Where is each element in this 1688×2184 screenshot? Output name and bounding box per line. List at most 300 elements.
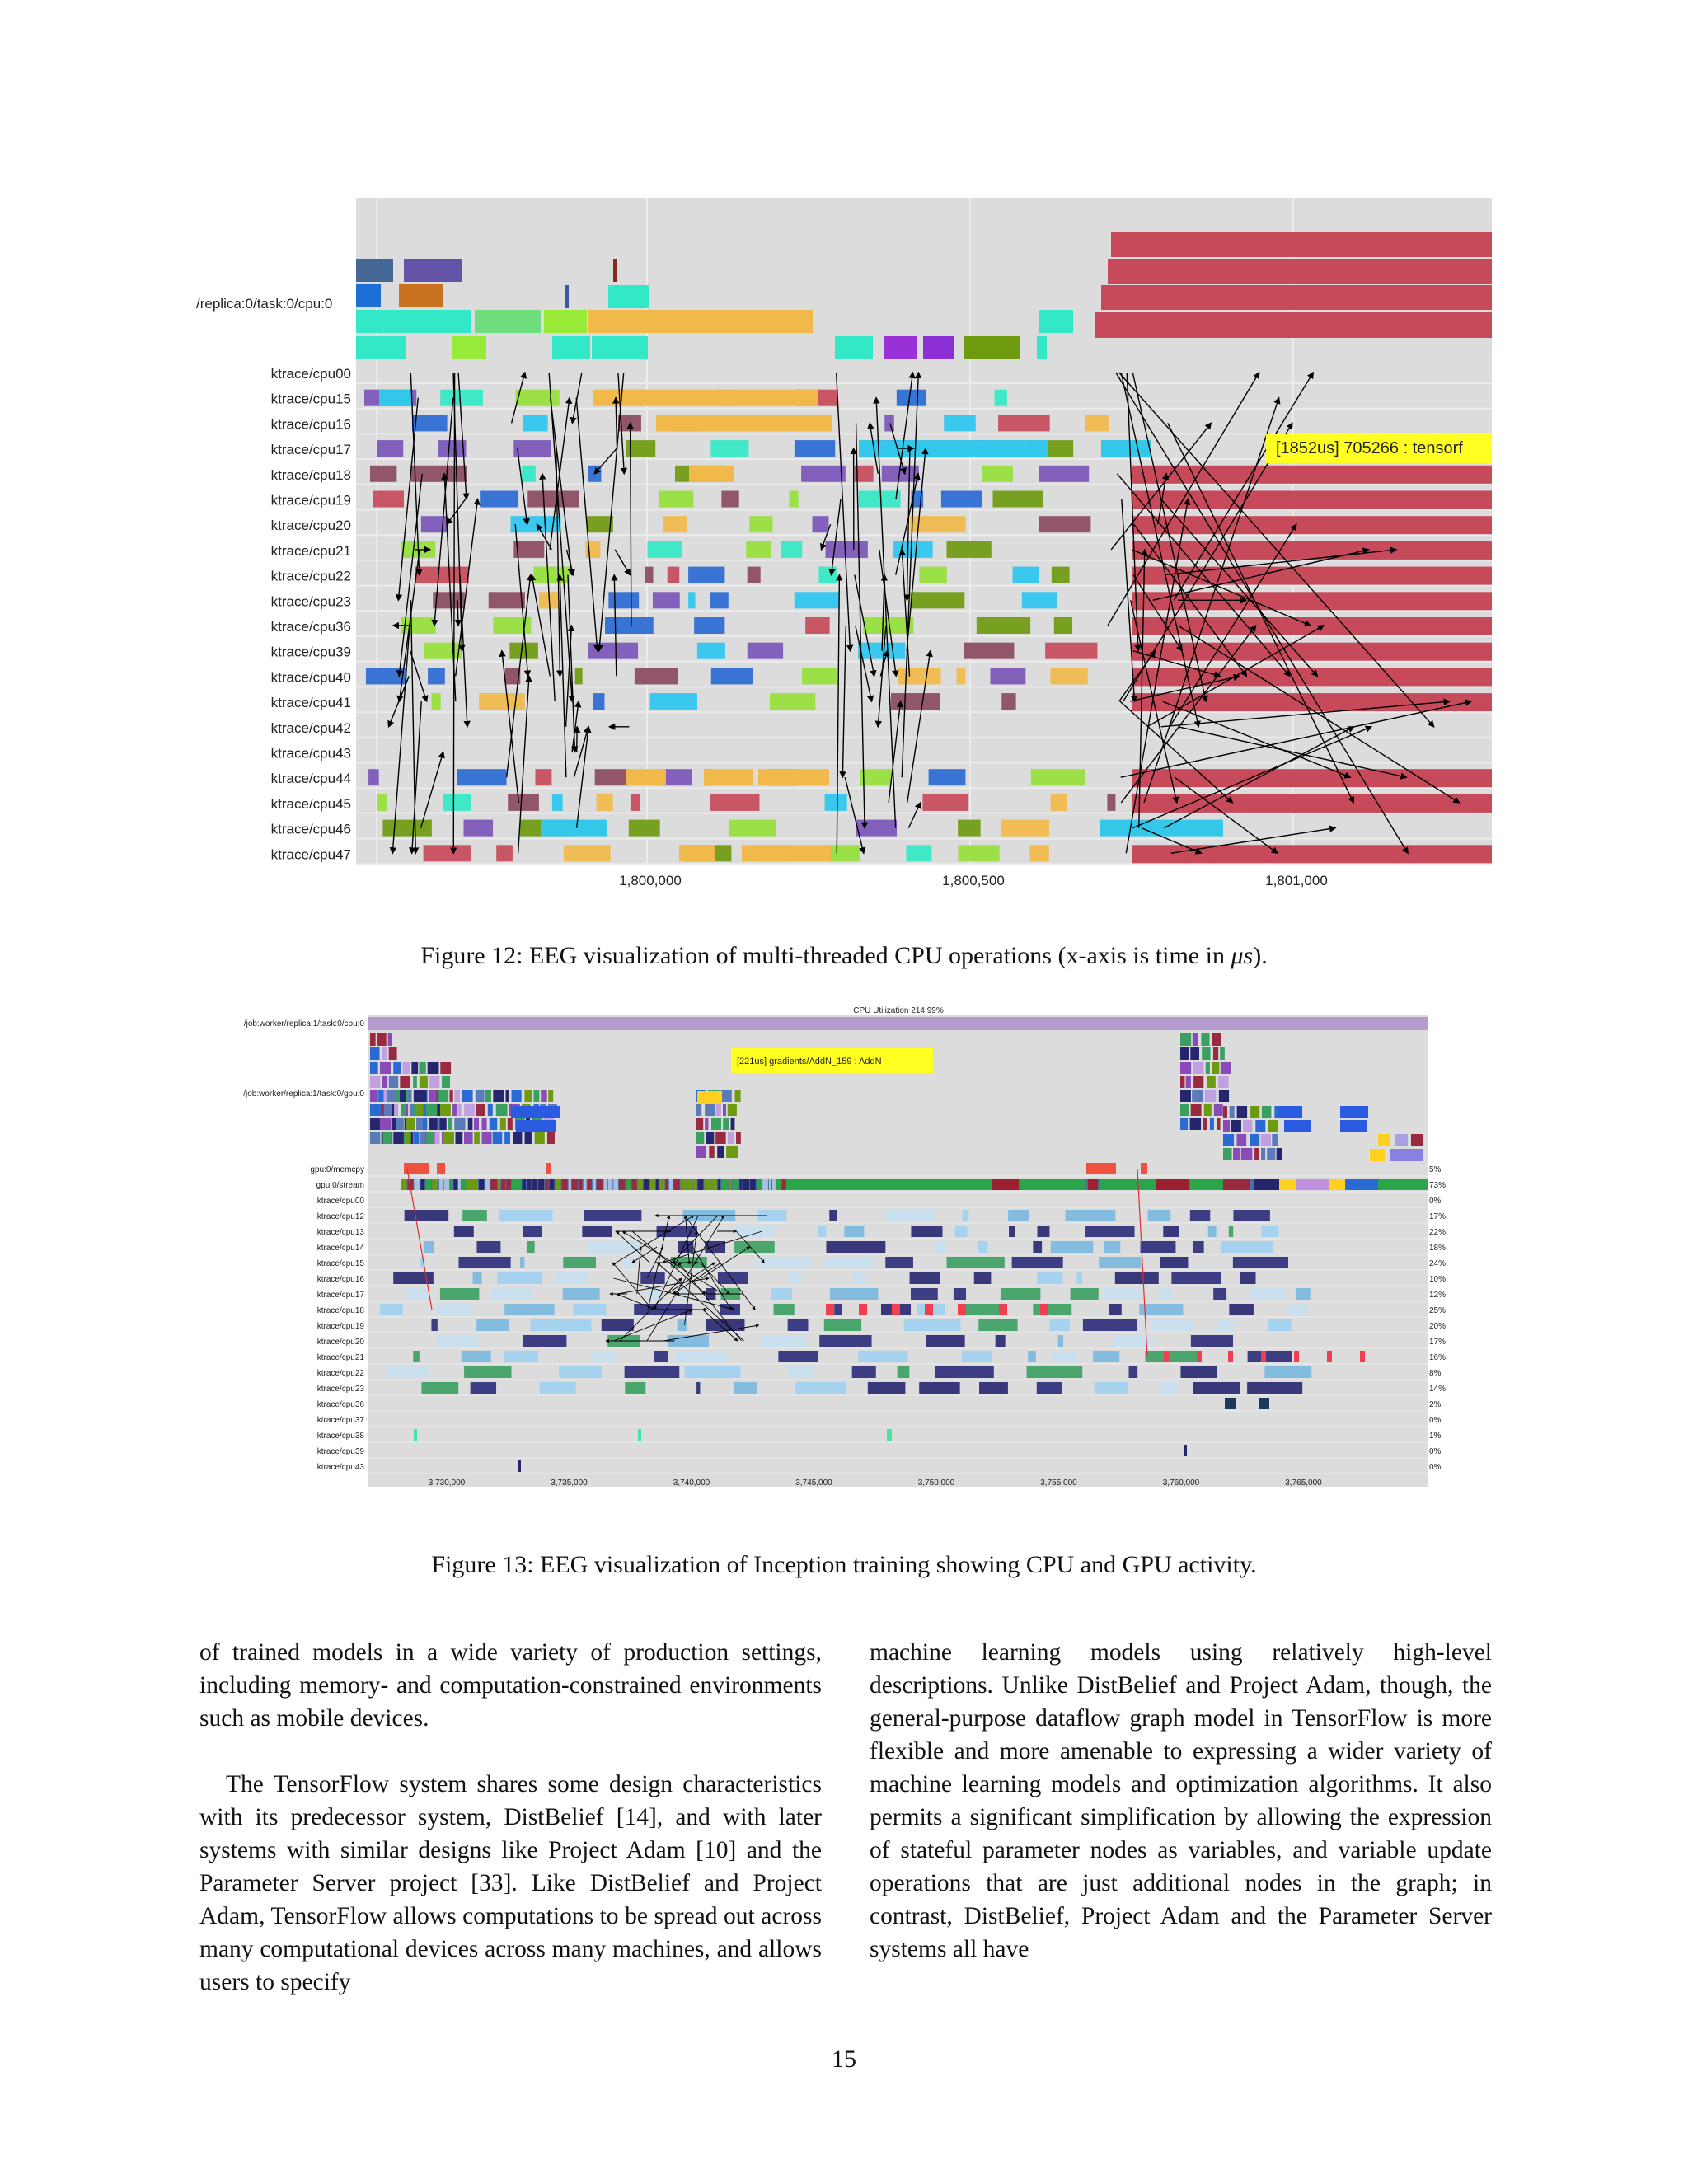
- dependency-arrow: [577, 727, 578, 752]
- op-block: [957, 668, 966, 684]
- op-block: [1294, 1351, 1299, 1362]
- x-tick-label: 3,760,000: [1162, 1479, 1200, 1488]
- op-block: [1261, 1134, 1271, 1146]
- op-block: [569, 1179, 571, 1190]
- op-block: [1236, 1134, 1246, 1146]
- op-block: [476, 1241, 500, 1253]
- utilization-percent: 17%: [1429, 1338, 1447, 1347]
- op-block: [629, 820, 660, 837]
- op-block: [1151, 1319, 1193, 1331]
- op-block: [688, 592, 695, 608]
- x-tick-label: 3,745,000: [795, 1479, 832, 1488]
- op-block: [935, 1241, 945, 1253]
- op-block: [520, 1257, 524, 1268]
- op-block: [377, 794, 387, 811]
- x-tick-label: 3,735,000: [551, 1479, 588, 1488]
- op-block: [1158, 1288, 1172, 1300]
- op-block: [1132, 541, 1492, 560]
- op-block: [497, 1272, 542, 1284]
- op-block: [958, 845, 999, 861]
- op-block: [1001, 820, 1049, 837]
- op-block: [397, 1118, 404, 1130]
- op-block: [996, 1335, 1006, 1347]
- op-block: [659, 1179, 664, 1190]
- op-block: [819, 1335, 871, 1347]
- op-block: [588, 310, 813, 333]
- op-block: [720, 1090, 732, 1102]
- op-block: [1213, 1047, 1218, 1060]
- op-block: [790, 1272, 802, 1284]
- op-block: [1051, 1241, 1093, 1253]
- op-block: [1340, 1106, 1368, 1118]
- op-block: [1229, 1304, 1254, 1315]
- track-label: ktrace/cpu36: [270, 619, 351, 635]
- op-block: [825, 794, 847, 811]
- dependency-arrow: [457, 600, 458, 626]
- track-label: ktrace/cpu12: [316, 1212, 364, 1221]
- op-block: [696, 1118, 703, 1130]
- op-block: [728, 1104, 737, 1116]
- op-block: [449, 1090, 452, 1102]
- op-block: [958, 1304, 966, 1315]
- op-block: [716, 1104, 721, 1116]
- op-block: [1164, 1351, 1169, 1362]
- op-block: [1264, 1366, 1311, 1378]
- op-block: [1085, 1226, 1134, 1237]
- op-block: [458, 1179, 461, 1190]
- chart-title: CPU Utilization 214.99%: [853, 1006, 944, 1015]
- op-block: [731, 1118, 735, 1130]
- op-block: [974, 1272, 992, 1284]
- op-block: [420, 1179, 424, 1190]
- cpu-device-label: /job:worker/replica:1/task:0/cpu:0: [243, 1019, 364, 1029]
- op-block: [1254, 1179, 1279, 1190]
- op-block: [410, 466, 467, 482]
- op-block: [735, 1090, 741, 1102]
- op-block: [424, 1241, 434, 1253]
- utilization-percent: 22%: [1429, 1228, 1447, 1237]
- op-block: [540, 1382, 576, 1394]
- op-block: [1139, 1304, 1183, 1315]
- op-block: [1247, 1382, 1302, 1394]
- op-block: [653, 592, 680, 608]
- op-block: [1272, 1134, 1278, 1146]
- op-block: [1132, 466, 1492, 484]
- op-block: [631, 794, 640, 811]
- op-block: [1099, 1257, 1141, 1268]
- op-block: [588, 1179, 592, 1190]
- op-block: [1212, 1033, 1221, 1046]
- op-block: [406, 1288, 428, 1300]
- op-block: [516, 1120, 556, 1132]
- op-block: [1100, 820, 1223, 837]
- op-block: [795, 592, 839, 608]
- op-block: [1193, 1076, 1203, 1088]
- op-block: [897, 390, 926, 406]
- op-block: [757, 1179, 762, 1190]
- op-block: [608, 592, 639, 608]
- op-block: [694, 617, 724, 634]
- op-block: [644, 1179, 649, 1190]
- op-block: [429, 1118, 438, 1130]
- op-block: [1008, 1210, 1029, 1221]
- op-block: [544, 310, 587, 333]
- op-block: [471, 1382, 496, 1394]
- op-block: [524, 1090, 532, 1102]
- track-label: ktrace/cpu23: [316, 1385, 364, 1394]
- op-block: [406, 1132, 411, 1144]
- track-label: ktrace/cpu39: [270, 644, 351, 660]
- op-block: [685, 1366, 741, 1378]
- op-block: [550, 1179, 555, 1190]
- op-block: [593, 693, 604, 710]
- op-block: [462, 1351, 491, 1362]
- op-block: [541, 820, 607, 837]
- op-block: [947, 1257, 1005, 1268]
- op-block: [818, 1226, 826, 1237]
- op-block: [498, 1179, 500, 1190]
- op-block: [718, 1272, 748, 1284]
- figure-13-caption: Figure 13: EEG visualization of Inception training showing CPU and GPU activity.: [431, 1551, 1257, 1578]
- op-block: [904, 1319, 960, 1331]
- op-block: [1296, 1288, 1311, 1300]
- op-block: [563, 1288, 600, 1300]
- op-block: [452, 336, 486, 359]
- op-block: [423, 1118, 427, 1130]
- op-block: [859, 1304, 867, 1315]
- op-block: [625, 1382, 645, 1394]
- paragraph: The TensorFlow system shares some design characteristics with its predecessor system, DistBelief [14], and with later systems with similar designs like Project Adam [10] and the Parameter Server project [33]. Like DistBelief and Project Adam, TensorFlow allows computations to be spread out across many computational devices across many machines, and allows users to specify: [199, 1771, 822, 1995]
- op-block: [482, 1118, 487, 1130]
- op-block: [493, 1090, 504, 1102]
- op-block: [468, 1118, 473, 1130]
- op-block: [506, 1179, 511, 1190]
- op-block: [1012, 1257, 1063, 1268]
- op-block: [782, 1179, 786, 1190]
- op-block: [545, 1179, 549, 1190]
- op-block: [656, 415, 832, 431]
- op-block: [592, 336, 648, 359]
- op-block: [1027, 1366, 1083, 1378]
- op-block: [1237, 1106, 1248, 1118]
- op-block: [535, 769, 551, 785]
- op-block: [884, 415, 894, 431]
- op-block: [523, 1335, 567, 1347]
- op-block: [572, 1179, 578, 1190]
- op-block: [488, 1104, 493, 1116]
- op-block: [410, 1104, 414, 1116]
- x-tick-label: 1,800,500: [942, 873, 1005, 888]
- op-block: [448, 1118, 452, 1130]
- op-block: [1033, 1304, 1071, 1315]
- op-block: [1267, 1148, 1275, 1160]
- op-block: [431, 693, 440, 710]
- op-block: [1248, 1351, 1292, 1362]
- op-block: [946, 541, 991, 558]
- op-block: [1180, 1366, 1217, 1378]
- op-block: [1132, 794, 1492, 813]
- op-block: [911, 1226, 942, 1237]
- op-block: [462, 1090, 473, 1102]
- op-block: [485, 1179, 490, 1190]
- op-block: [575, 668, 583, 684]
- op-block: [1219, 1090, 1229, 1102]
- track-label: gpu:0/memcpy: [310, 1165, 364, 1174]
- op-block: [705, 1104, 715, 1116]
- op-block: [516, 390, 560, 406]
- tooltip-text: [1852us] 705266 : tensorf: [1276, 439, 1463, 457]
- op-block: [626, 1179, 631, 1190]
- op-block: [1052, 567, 1070, 583]
- op-block: [414, 1179, 420, 1190]
- op-block: [1212, 1062, 1219, 1074]
- op-block: [603, 1179, 607, 1190]
- op-block: [476, 1319, 509, 1331]
- op-block: [509, 643, 538, 659]
- op-block: [473, 1272, 482, 1284]
- op-block: [762, 1335, 806, 1347]
- op-block: [425, 1179, 431, 1190]
- op-block: [1279, 1106, 1302, 1118]
- op-block: [852, 1366, 876, 1378]
- op-block: [438, 1090, 448, 1102]
- op-block: [1028, 1351, 1036, 1362]
- op-block: [479, 1179, 484, 1190]
- op-block: [825, 541, 867, 558]
- op-block: [739, 1179, 742, 1190]
- op-block: [696, 1382, 700, 1394]
- op-block: [720, 1304, 740, 1315]
- op-block: [635, 668, 678, 684]
- op-block: [715, 1132, 725, 1144]
- op-block: [458, 1104, 462, 1116]
- op-block: [508, 794, 539, 811]
- op-block: [455, 1132, 462, 1144]
- op-block: [1192, 1090, 1203, 1102]
- track-label: gpu:0/stream: [316, 1181, 364, 1190]
- op-block: [1001, 1288, 1040, 1300]
- op-block: [1001, 693, 1015, 710]
- track-label: ktrace/cpu17: [270, 442, 351, 458]
- op-block: [541, 1090, 546, 1102]
- op-block: [1327, 1351, 1332, 1362]
- op-block: [505, 1090, 509, 1102]
- op-block: [910, 1272, 940, 1284]
- op-block: [1360, 1351, 1365, 1362]
- op-block: [1210, 1118, 1214, 1130]
- op-block: [584, 1179, 587, 1190]
- op-block: [728, 1132, 734, 1144]
- op-block: [522, 1179, 526, 1190]
- op-block: [1101, 285, 1492, 310]
- op-block: [602, 1319, 634, 1331]
- op-block: [368, 769, 379, 785]
- op-block: [405, 1210, 449, 1221]
- op-block: [440, 1288, 479, 1300]
- op-block: [1159, 1382, 1177, 1394]
- x-tick-label: 1,801,000: [1265, 873, 1328, 888]
- op-block: [552, 794, 563, 811]
- op-block: [1223, 1179, 1250, 1190]
- op-block: [370, 466, 396, 482]
- op-block: [1160, 1257, 1188, 1268]
- op-block: [1045, 643, 1097, 659]
- op-block: [370, 1104, 382, 1116]
- op-block: [704, 769, 753, 785]
- op-block: [1180, 1033, 1191, 1046]
- op-block: [421, 1382, 458, 1394]
- op-block: [512, 1090, 522, 1102]
- op-block: [1156, 1179, 1189, 1190]
- op-block: [755, 1257, 811, 1268]
- op-block: [1190, 1210, 1210, 1221]
- op-block: [827, 845, 860, 861]
- op-block: [384, 1104, 392, 1116]
- op-block: [504, 1132, 510, 1144]
- op-block: [400, 1090, 406, 1102]
- op-block: [431, 1319, 437, 1331]
- op-block: [898, 1366, 910, 1378]
- op-block: [559, 1366, 602, 1378]
- op-block: [439, 1179, 443, 1190]
- op-block: [961, 1304, 1001, 1315]
- op-block: [954, 1288, 966, 1300]
- op-block: [911, 1288, 938, 1300]
- process-label: /replica:0/task:0/cpu:0: [196, 296, 333, 312]
- op-block: [1205, 1090, 1217, 1102]
- op-block: [1193, 1241, 1204, 1253]
- utilization-percent: 8%: [1429, 1369, 1442, 1378]
- op-block: [522, 466, 536, 482]
- op-block: [978, 1241, 988, 1253]
- op-block: [386, 1366, 429, 1378]
- op-block: [1051, 1351, 1077, 1362]
- op-block: [370, 1118, 380, 1130]
- op-block: [710, 440, 748, 457]
- op-block: [638, 1429, 641, 1441]
- op-block: [1411, 1134, 1423, 1146]
- op-block: [982, 466, 1012, 482]
- op-block: [1184, 1445, 1187, 1456]
- track-label: ktrace/cpu19: [316, 1322, 364, 1331]
- op-block: [1171, 1272, 1221, 1284]
- track-label: ktrace/cpu17: [316, 1291, 364, 1300]
- op-block: [1037, 1382, 1062, 1394]
- op-block: [706, 1132, 714, 1144]
- op-block: [1214, 1104, 1223, 1116]
- op-block: [393, 1132, 404, 1144]
- utilization-percent: 25%: [1429, 1306, 1447, 1315]
- utilization-percent: 16%: [1429, 1353, 1447, 1362]
- op-block: [1191, 1335, 1233, 1347]
- op-block: [533, 567, 570, 583]
- op-block: [1111, 232, 1492, 257]
- op-block: [729, 820, 776, 837]
- op-block: [650, 693, 697, 710]
- op-block: [555, 1179, 560, 1190]
- op-block: [1040, 1304, 1048, 1315]
- utilization-percent: 0%: [1429, 1197, 1442, 1206]
- op-block: [673, 1179, 680, 1190]
- op-block: [1083, 1319, 1137, 1331]
- op-block: [1071, 1288, 1099, 1300]
- op-block: [710, 592, 729, 608]
- op-block: [645, 567, 653, 583]
- op-block: [1115, 1272, 1159, 1284]
- op-block: [1378, 1134, 1390, 1146]
- op-block: [992, 1179, 1019, 1190]
- op-block: [919, 567, 946, 583]
- op-block: [898, 668, 940, 684]
- op-block: [829, 1210, 837, 1221]
- op-block: [452, 1104, 457, 1116]
- op-block: [1058, 1335, 1063, 1347]
- op-block: [788, 845, 831, 861]
- op-block: [893, 541, 933, 558]
- op-block: [721, 1179, 728, 1190]
- track-label: ktrace/cpu13: [316, 1228, 364, 1237]
- op-block: [1223, 1148, 1232, 1160]
- op-block: [977, 617, 1030, 634]
- op-block: [479, 693, 525, 710]
- op-block: [416, 1104, 423, 1116]
- op-block: [978, 1319, 1017, 1331]
- op-block: [689, 466, 734, 482]
- op-block: [508, 1118, 513, 1130]
- op-block: [999, 1304, 1007, 1315]
- op-block: [411, 1062, 418, 1074]
- op-block: [437, 1304, 473, 1315]
- op-block: [1243, 1120, 1252, 1132]
- op-block: [723, 1118, 729, 1130]
- op-block: [1190, 1179, 1223, 1190]
- op-block: [492, 1288, 532, 1300]
- op-block: [525, 1132, 532, 1144]
- page-number: 15: [832, 2046, 856, 2073]
- op-block: [437, 1163, 445, 1174]
- op-block: [548, 1090, 553, 1102]
- op-block: [440, 390, 483, 406]
- right-column: [870, 1636, 1492, 1966]
- track-label: ktrace/cpu46: [270, 821, 351, 837]
- op-block: [802, 668, 837, 684]
- op-block: [723, 1104, 726, 1116]
- op-block: [1033, 1241, 1042, 1253]
- op-block: [1076, 1272, 1082, 1284]
- op-block: [393, 1062, 401, 1074]
- track-label: ktrace/cpu15: [270, 391, 351, 407]
- op-block: [884, 336, 917, 359]
- op-block: [382, 1076, 388, 1088]
- op-block: [421, 516, 448, 532]
- op-block: [734, 1241, 775, 1253]
- op-block: [370, 1033, 376, 1046]
- op-block: [1050, 668, 1087, 684]
- op-block: [585, 541, 600, 558]
- op-block: [584, 1210, 641, 1221]
- op-block: [746, 541, 771, 558]
- utilization-percent: 0%: [1429, 1416, 1442, 1425]
- x-tick-label: 3,740,000: [673, 1479, 710, 1488]
- track-label: ktrace/cpu41: [270, 695, 351, 711]
- op-block: [413, 1132, 419, 1144]
- op-block: [1088, 1179, 1098, 1190]
- op-block: [444, 1179, 449, 1190]
- op-block: [935, 1366, 994, 1378]
- utilization-percent: 17%: [1429, 1212, 1447, 1221]
- op-block: [377, 440, 403, 457]
- op-block: [711, 668, 753, 684]
